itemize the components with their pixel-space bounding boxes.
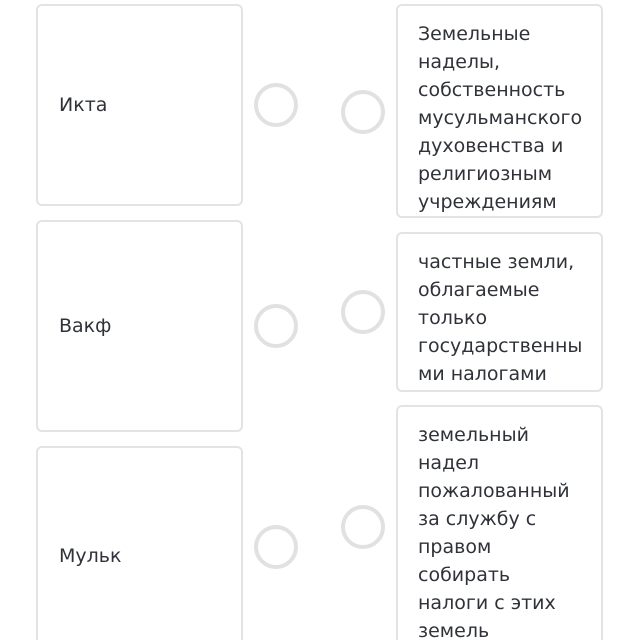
right-connector-dot-2[interactable]: [341, 290, 385, 334]
right-item-text: частные земли, облагаемые только государственны ми налогами: [418, 251, 583, 385]
right-connector-dot-3[interactable]: [341, 505, 385, 549]
left-connector-dot-3[interactable]: [254, 525, 298, 569]
left-item-mulk[interactable]: [36, 446, 243, 640]
right-item-text: земельный надел пожалованный за службу с правом собирать налоги с этих земель: [418, 424, 570, 640]
left-connector-dot-2[interactable]: [254, 304, 298, 348]
left-connector-dot-1[interactable]: [254, 83, 298, 127]
left-item-label: Икта: [59, 93, 108, 116]
left-item-label: Вакф: [59, 314, 112, 337]
right-item-definition-3[interactable]: [396, 405, 603, 640]
left-item-ikta[interactable]: [36, 4, 243, 206]
left-item-vakf[interactable]: [36, 220, 243, 432]
right-item-definition-1[interactable]: [396, 4, 603, 218]
right-connector-dot-1[interactable]: [341, 90, 385, 134]
right-item-text: Земельные наделы, собственность мусульманского духовенства и религиозным учреждениям: [418, 23, 583, 213]
left-item-label: Мульк: [59, 544, 122, 567]
right-item-definition-2[interactable]: [396, 232, 603, 392]
